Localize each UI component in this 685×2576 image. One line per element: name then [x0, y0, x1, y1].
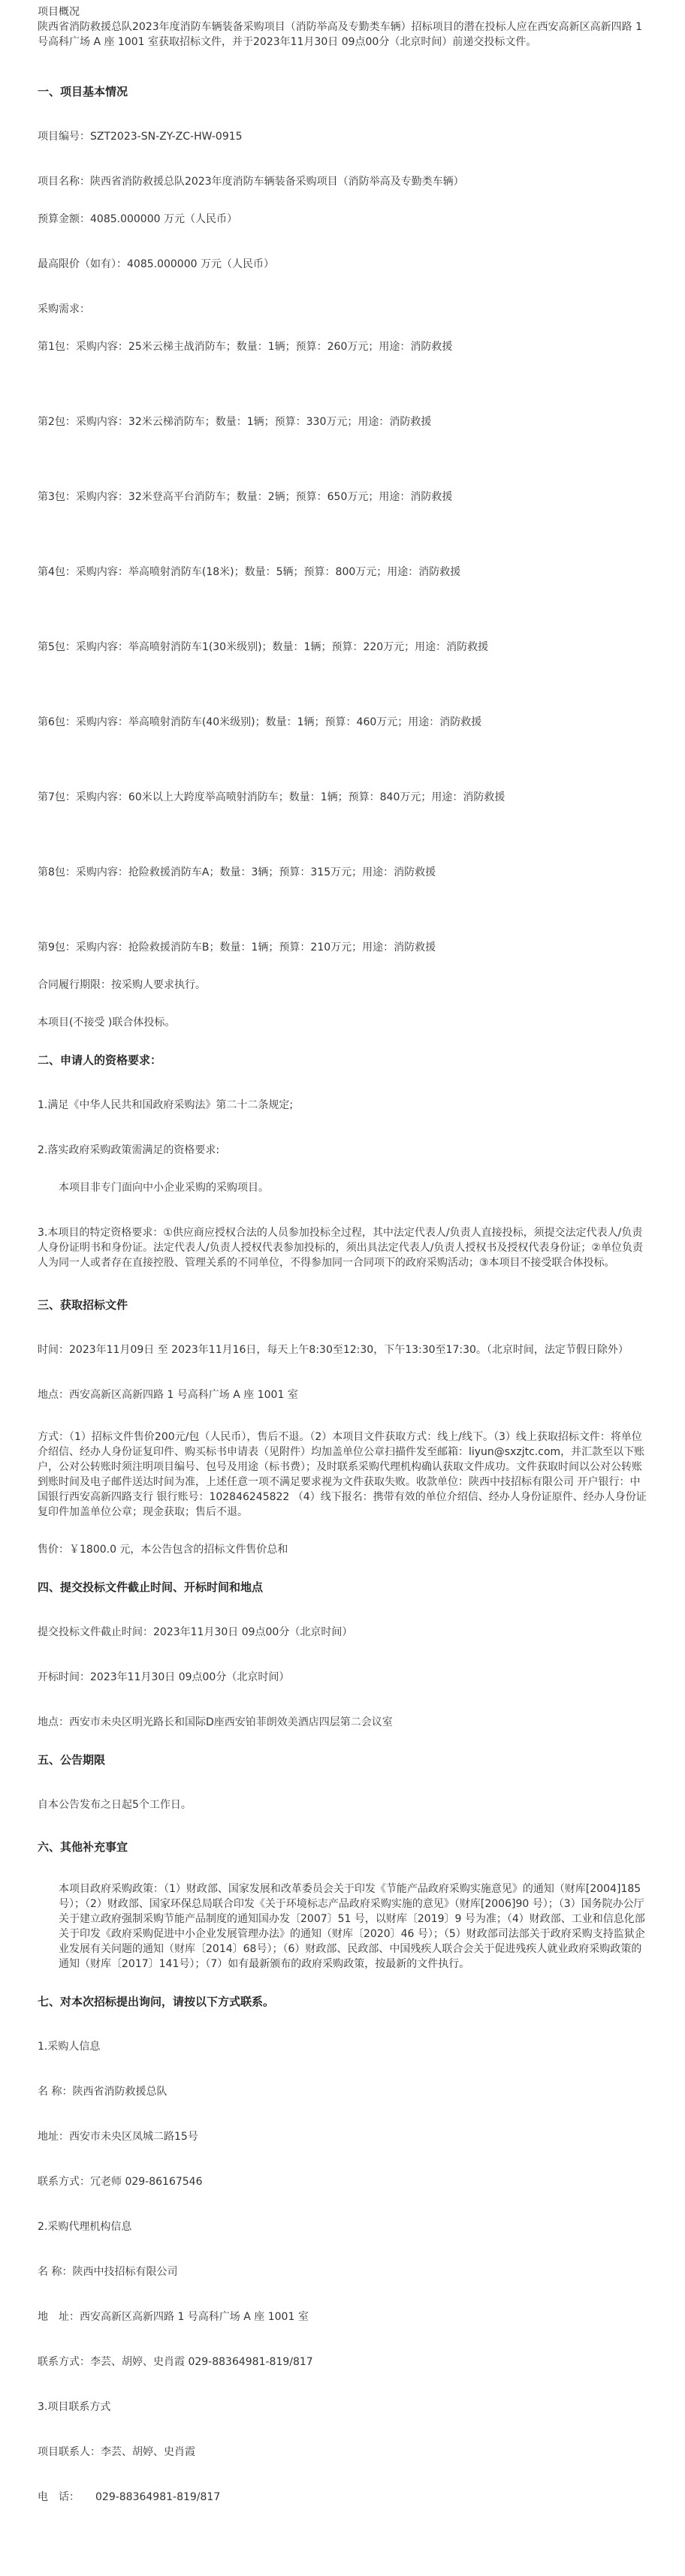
contract-period: 合同履行期限：按采购人要求执行。: [38, 979, 206, 991]
overview-text: 陕西省消防救援总队2023年度消防车辆装备采购项目（消防举高及专勤类车辆）招标项目的潜在投标人应在西安高新区高新四路 1 号高科广场 A 座 1001 室获取招标文件，并于2023年11月30日 09点00分（北京时间）前递交投标文件。: [38, 21, 642, 48]
document-price: 售价：￥1800.0 元，本公告包含的招标文件售价总和: [38, 1544, 288, 1556]
project-number: 项目编号：SZT2023-SN-ZY-ZC-HW-0915: [38, 131, 243, 143]
package-item: 第9包：采购内容：抢险救援消防车B；数量：1辆；预算：210万元；用途：消防救援: [38, 942, 436, 954]
acquire-place: 地点：西安高新区高新四路 1 号高科广场 A 座 1001 室: [38, 1389, 298, 1401]
requirements-label: 采购需求：: [38, 303, 90, 315]
project-phone: 电 话： 029-88364981-819/817: [38, 2491, 221, 2503]
policy-text: 本项目政府采购政策：（1）财政部、国家发展和改革委员会关于印发《节能产品政府采购实施意见》的通知（财库[2004]185 号）；（2）财政部、国家环保总局联合印发《关于环境标志产品政府采购实施的意见》（财库[2006]90 号）；（3）国务院办公厅关于建立政府强制采购节能产品制度的通知国办发〔2007〕51 号，以财库〔2019〕9 号为准；（4）财政部、工业和信息化部关于印发《政府采购促进中小企业发展管理办法》的通知（财库〔2020〕46 号）；（5）财政部司法部关于政府采购支持监狱企业发展有关问题的通知（财库〔2014〕68号）；（6）财政部、民政部、中国残疾人联合会关于促进残疾人就业政府采购政策的通知（财库〔2017〕141号）；（7）如有最新颁布的政府采购政策，按最新的文件执行。: [59, 1883, 645, 1970]
package-item: 第8包：采购内容：抢险救援消防车A；数量：3辆；预算：315万元；用途：消防救援: [38, 866, 436, 878]
consortium-note: 本项目(不接受 )联合体投标。: [38, 1017, 176, 1029]
announcement-period: 自本公告发布之日起5个工作日。: [38, 1799, 192, 1811]
section2-heading: 二、申请人的资格要求：: [38, 1053, 162, 1067]
budget-amount: 预算金额：4085.000000 万元（人民币）: [38, 213, 237, 225]
project-contact-people: 项目联系人：李芸、胡婷、史肖霞: [38, 2446, 195, 2458]
package-item: 第2包：采购内容：32米云梯消防车；数量：1辆；预算：330万元；用途：消防救援: [38, 416, 432, 428]
section4-heading: 四、提交投标文件截止时间、开标时间和地点: [38, 1580, 264, 1594]
package-item: 第7包：采购内容：60米以上大跨度举高喷射消防车；数量：1辆；预算：840万元；用途：消防救援: [38, 791, 505, 803]
acquire-time: 时间：2023年11月09日 至 2023年11月16日，每天上午8:30至12:30，下午13:30至17:30。（北京时间，法定节假日除外）: [38, 1344, 629, 1356]
purchaser-address: 地址：西安市未央区凤城二路15号: [38, 2131, 198, 2143]
purchaser-name: 名 称：陕西省消防救援总队: [38, 2086, 167, 2098]
section3-heading: 三、获取招标文件: [38, 1298, 128, 1312]
package-item: 第1包：采购内容：25米云梯主战消防车；数量：1辆；预算：260万元；用途：消防救援: [38, 341, 453, 353]
section7-heading: 七、对本次招标提出询问，请按以下方式联系。: [38, 1995, 275, 2008]
package-item: 第5包：采购内容：举高喷射消防车1(30米级别)；数量：1辆；预算：220万元；用途：消防救援: [38, 641, 489, 653]
purchaser-contact: 联系方式：冗老师 029-86167546: [38, 2176, 203, 2188]
qualification-item-2-detail: 本项目非专门面向中小企业采购的采购项目。: [59, 1182, 269, 1194]
overview-title: 项目概况: [38, 6, 80, 18]
section1-heading: 一、项目基本情况: [38, 85, 128, 98]
opening-place: 地点：西安市未央区明光路长和国际D座西安铂菲朗效美酒店四层第二会议室: [38, 1716, 393, 1728]
max-price: 最高限价（如有）：4085.000000 万元（人民币）: [38, 258, 274, 270]
qualification-item-1: 1.满足《中华人民共和国政府采购法》第二十二条规定;: [38, 1099, 294, 1111]
submission-deadline: 提交投标文件截止时间：2023年11月30日 09点00分（北京时间）: [38, 1626, 353, 1638]
agency-contact: 联系方式：李芸、胡婷、史肖霞 029-88364981-819/817: [38, 2356, 313, 2368]
acquire-method: 方式：（1）招标文件售价200元/包（人民币），售后不退。（2）本项目文件获取方式：线上/线下。（3）线上获取招标文件：将单位介绍信、经办人身份证复印件、购买标书申请表（见附件）均加盖单位公章扫描件发至邮箱：liyun@sxzjtc.com，并汇款至以下账户，公对公转账时须注明项目编号、包号及用途（标书费）；及时联系采购代理机构确认获取文件成功。文件获取时间以公对公转账到账时间及电子邮件送达时间为准，上述任意一项不满足要求视为文件获取失败。收款单位：陕西中技招标有限公司 开户银行：中国银行西安高新四路支行 银行账号：102846245822 （4）线下报名：携带有效的单位介绍信、经办人身份证原件、经办人身份证复印件加盖单位公章；现金获取；售后不退。: [38, 1431, 647, 1518]
qualification-item-3: 3.本项目的特定资格要求：①供应商应授权合法的人员参加投标全过程，其中法定代表人/负责人直接投标，须提交法定代表人/负责人身份证明书和身份证。法定代表人/负责人授权代表参加投标的，须出具法定代表人/负责人授权书及授权代表身份证；②单位负责人为同一人或者存在直接控股、管理关系的不同单位，不得参加同一合同项下的政府采购活动；③本项目不接受联合体投标。: [38, 1227, 643, 1269]
agency-label: 2.采购代理机构信息: [38, 2221, 132, 2233]
agency-address: 地 址：西安高新区高新四路 1 号高科广场 A 座 1001 室: [38, 2311, 309, 2323]
package-item: 第3包：采购内容：32米登高平台消防车；数量：2辆；预算：650万元；用途：消防救援: [38, 491, 453, 503]
purchaser-label: 1.采购人信息: [38, 2041, 101, 2053]
agency-name: 名 称：陕西中技招标有限公司: [38, 2266, 178, 2278]
project-name: 项目名称：陕西省消防救援总队2023年度消防车辆装备采购项目（消防举高及专勤类车辆）: [38, 176, 464, 188]
package-item: 第6包：采购内容：举高喷射消防车(40米级别)；数量：1辆；预算：460万元；用途：消防救援: [38, 716, 482, 728]
package-item: 第4包：采购内容：举高喷射消防车(18米)；数量：5辆；预算：800万元；用途：消防救援: [38, 566, 461, 578]
qualification-item-2: 2.落实政府采购政策需满足的资格要求:: [38, 1144, 220, 1156]
section6-heading: 六、其他补充事宜: [38, 1840, 128, 1854]
project-contact-label: 3.项目联系方式: [38, 2401, 111, 2413]
section5-heading: 五、公告期限: [38, 1753, 106, 1767]
opening-time: 开标时间：2023年11月30日 09点00分（北京时间）: [38, 1671, 290, 1683]
